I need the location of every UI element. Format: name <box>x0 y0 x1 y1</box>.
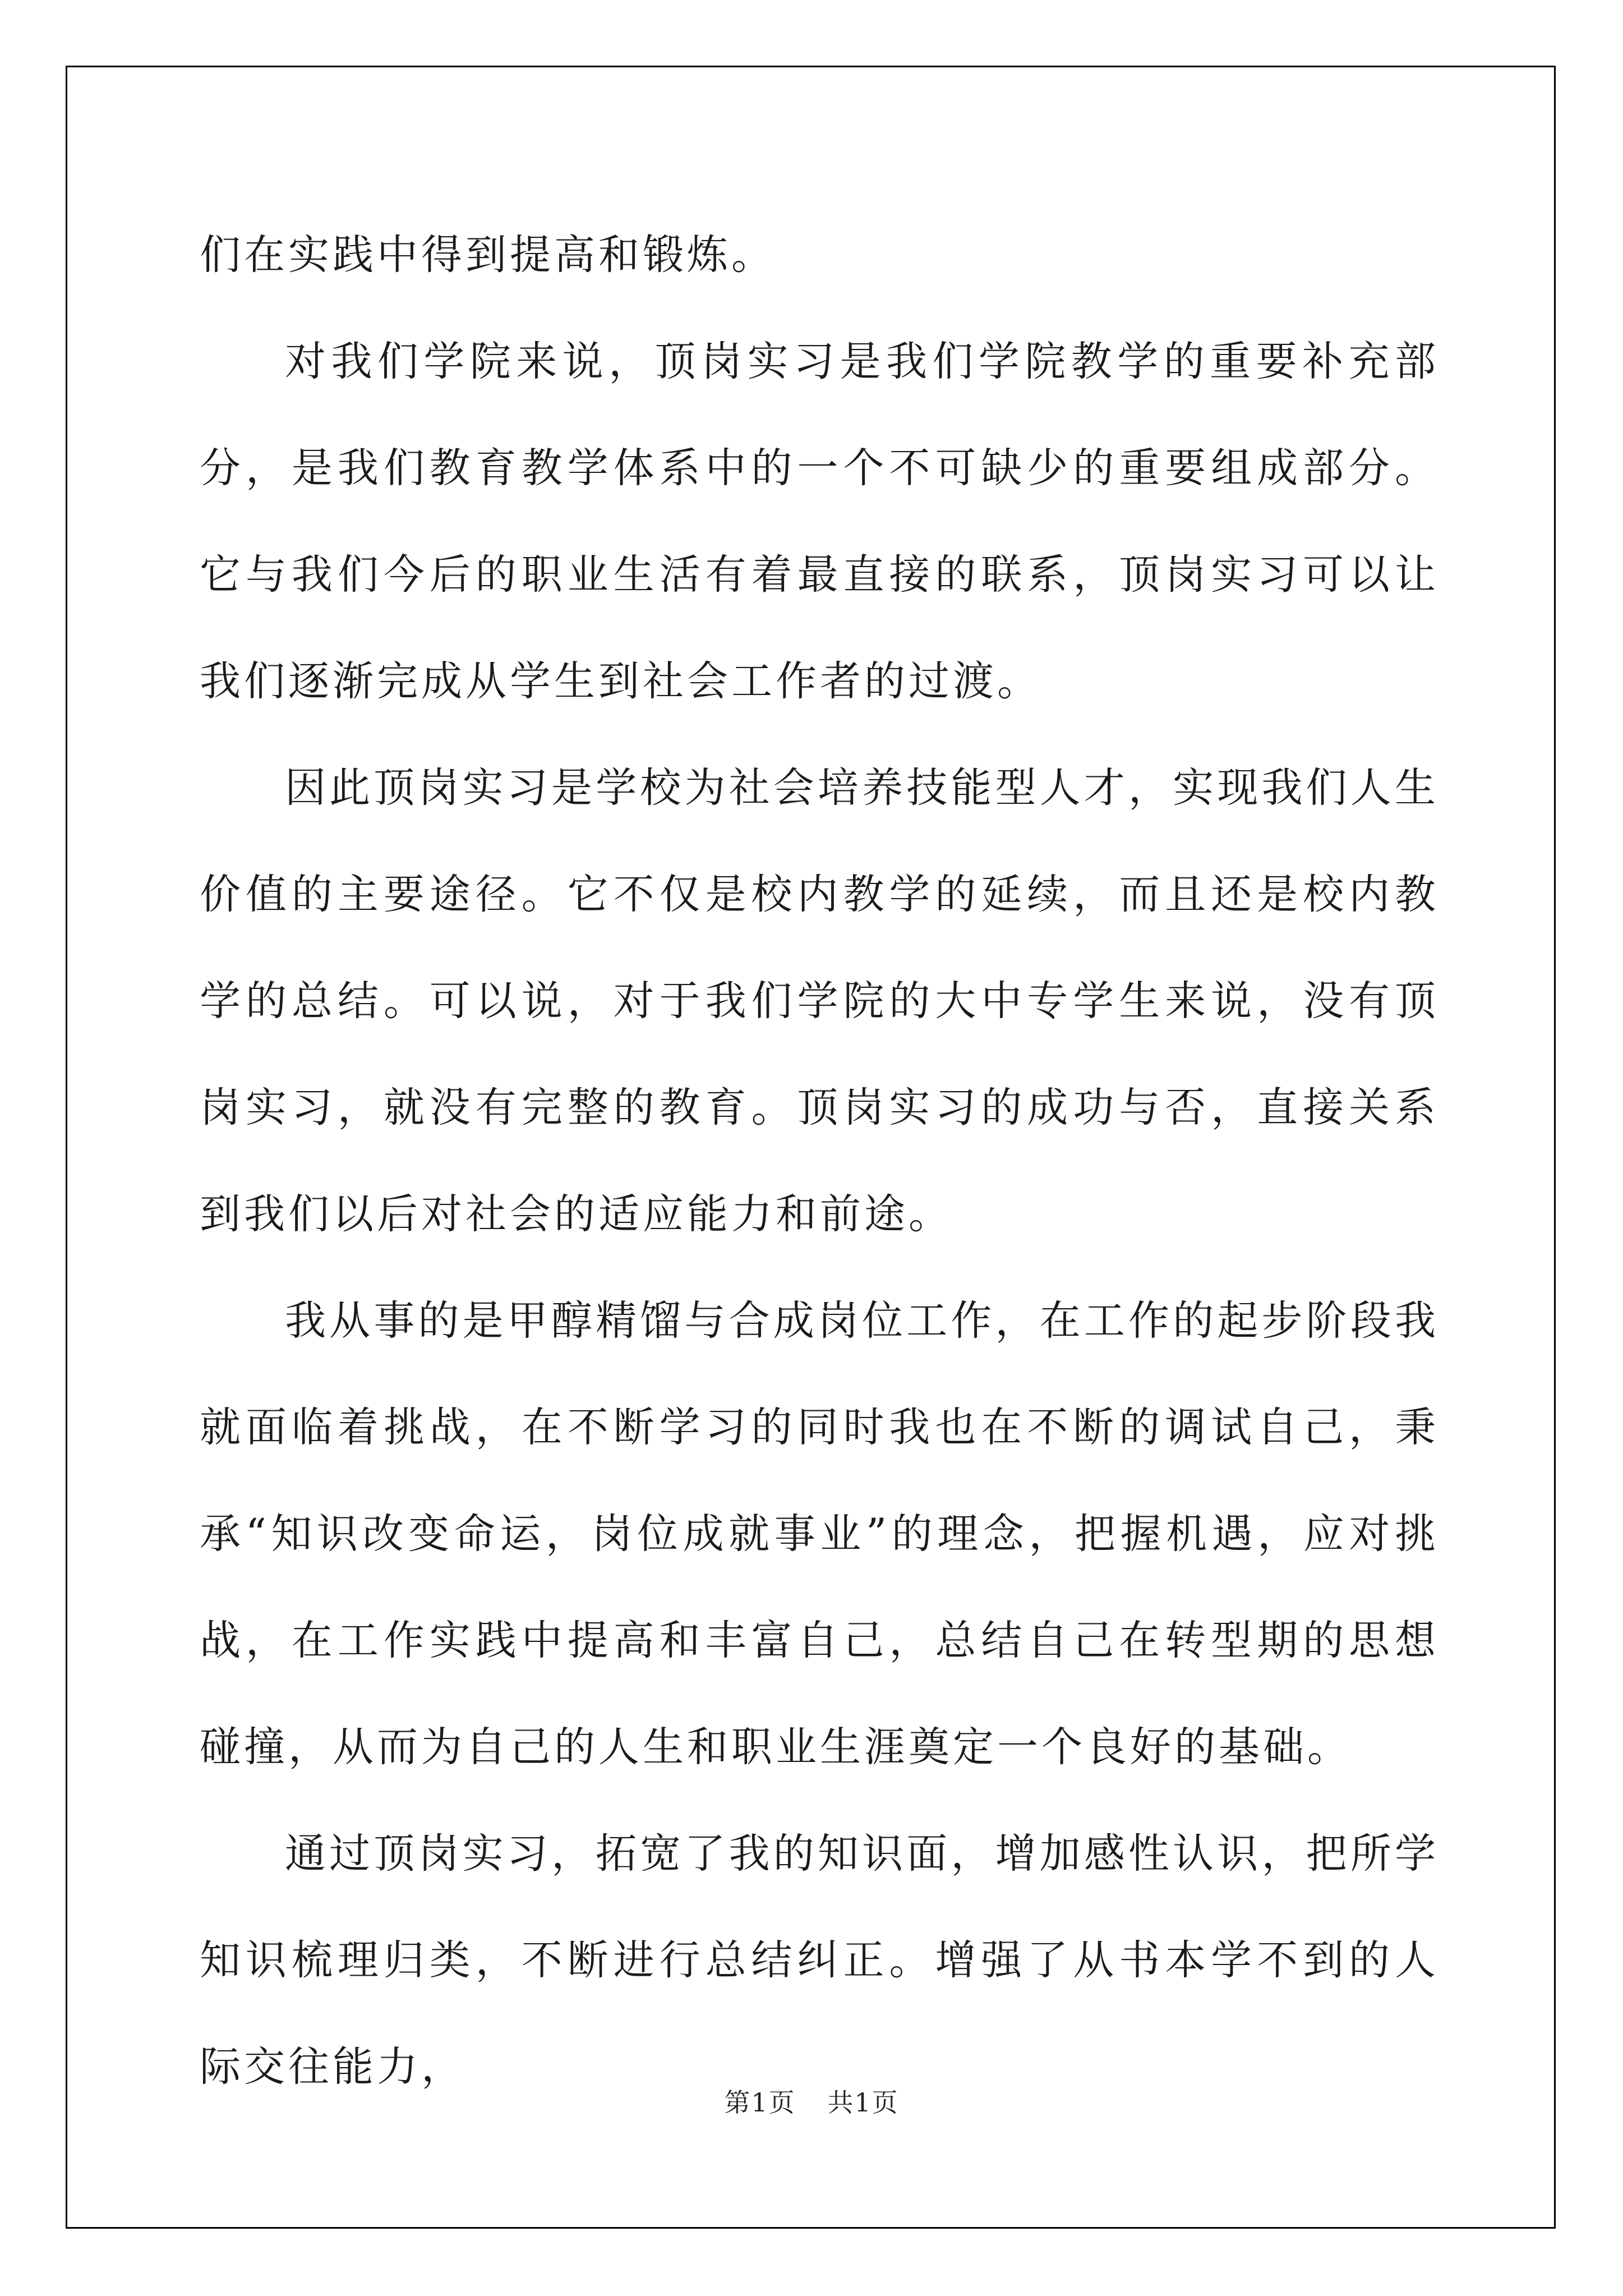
paragraph: 我从事的是甲醇精馏与合成岗位工作，在工作的起步阶段我就面临着挑战，在不断学习的同时我也在不断的调试自己，秉承“知识改变命运，岗位成就事业”的理念，把握机遇，应对挑战，在工作实践中提高和丰富自己，总结自己在转型期的思想碰撞，从而为自己的人生和职业生涯奠定一个良好的基础。 <box>200 1297 1439 1771</box>
paragraph: 们在实践中得到提高和锻炼。 <box>200 231 776 279</box>
paragraph: 因此顶岗实习是学校为社会培养技能型人才，实现我们人生价值的主要途径。它不仅是校内教学的延续，而且还是校内教学的总结。可以说，对于我们学院的大中专学生来说，没有顶岗实习，就没有完整的教育。顶岗实习的成功与否，直接关系到我们以后对社会的适应能力和前途。 <box>200 764 1439 1238</box>
page-footer <box>0 2086 1623 2119</box>
page-total: 共1页 <box>827 2087 899 2118</box>
page-number: 第1页 <box>724 2087 796 2118</box>
paragraph: 通过顶岗实习，拓宽了我的知识面，增加感性认识，把所学知识梳理归类，不断进行总结纠正。增强了从书本学不到的人际交往能力， <box>200 1830 1439 2091</box>
paragraph: 对我们学院来说，顶岗实习是我们学院教学的重要补充部分，是我们教育教学体系中的一个不可缺少的重要组成部分。它与我们今后的职业生活有着最直接的联系，顶岗实习可以让我们逐渐完成从学生到社会工作者的过渡。 <box>200 338 1439 705</box>
document-body <box>200 202 1439 2120</box>
